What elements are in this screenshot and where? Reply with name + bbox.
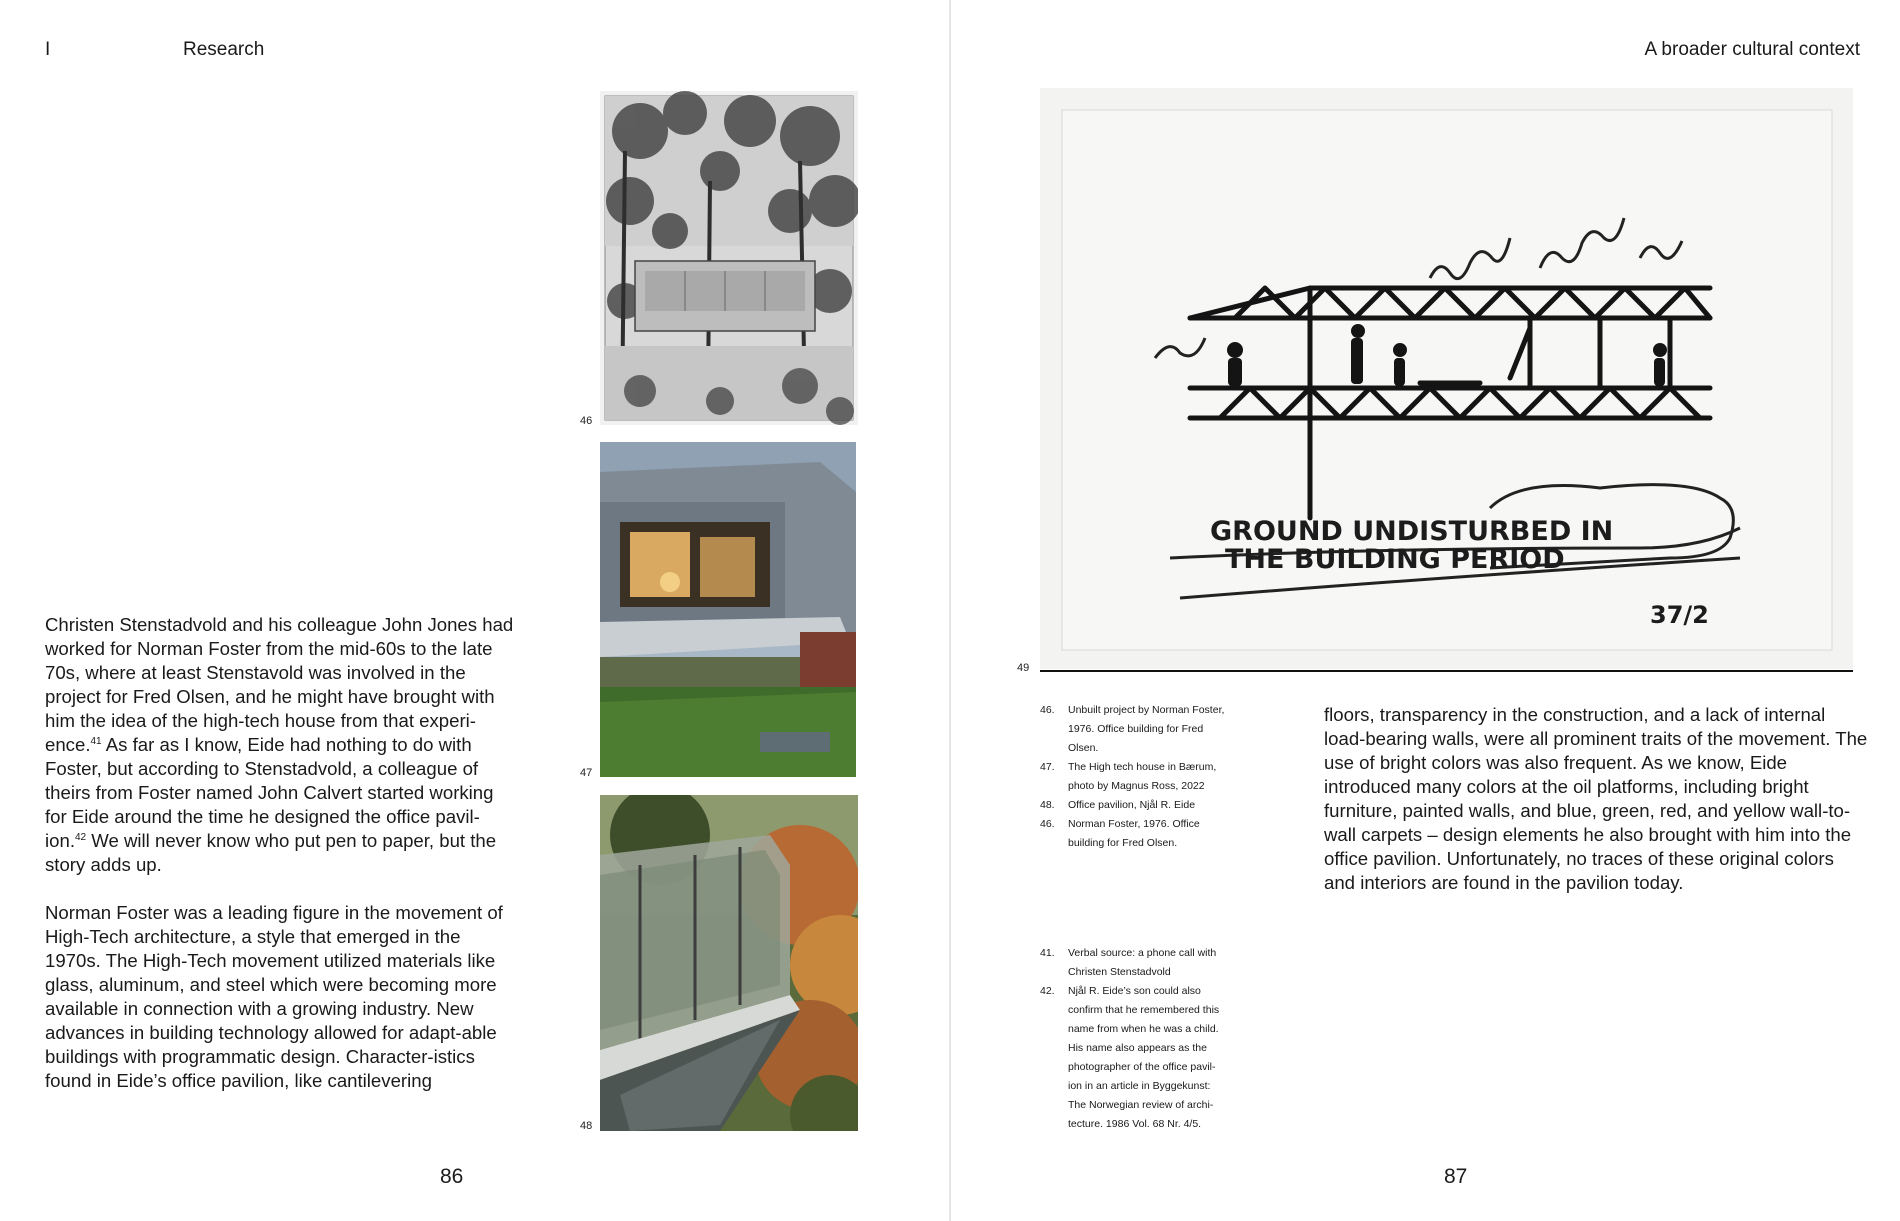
page-number-left: 86 (440, 1165, 464, 1188)
sketch-label-number: 37/2 (1650, 601, 1709, 629)
caption-item: 47. The High tech house in Bærum, photo by Magnus Ross, 2022 (1040, 761, 1217, 792)
foster-sketch-icon (1040, 88, 1853, 669)
footnote-41: 41. Verbal source: a phone call with Christen Stenstadvold (1040, 947, 1217, 978)
forest-house-drawing-icon (600, 91, 858, 425)
paragraph-2: Norman Foster was a leading figure in the movement of High-Tech architecture, a style that emerged in the 1970s. The High-Tech movement utilized materials like glass, aluminum, and steel which were becoming more available in connection with a growing industry. New advances in building technology allowed for adapt-able buildings with programmatic design. Character-istics found in Eide’s office pavilion, like cantilevering (45, 902, 503, 1091)
sketch-label-line2: THE BUILDING PERIOD (1225, 544, 1565, 575)
left-page (0, 0, 949, 1221)
page-number-right: 87 (1444, 1165, 1468, 1188)
figure-number-46: 46 (580, 415, 593, 427)
footnote-ref-42[interactable]: 42 (74, 832, 87, 843)
figure-48 (600, 795, 858, 1131)
caption-rule (1040, 670, 1853, 672)
paragraph-1: Christen Stenstadvold and his colleague John Jones had worked for Norman Foster from the mid-60s to the late 70s, where at least Stenstavold was involved in the project for Fred Olsen, and he might have brought with him the idea of the high-tech house from that experi-ence.$^{41}$ As far as I know, Eide had nothing to do with Foster, but according to Stenstadvold, a colleague of theirs from Foster named John Calvert started working for Eide around the time he designed the office pavil-ion.$^{42}$ We will never know who put pen to paper, but the story adds up. (45, 614, 514, 875)
pavilion-photo-dusk-icon (600, 442, 856, 777)
footnote-42: 42. Njål R. Eide’s son could also confirm that he remembered this name from when he was a child. His name also appears as the photographer of the office pavil-ion in an article in Byggekunst: The Norwegian review of archi-tecture. 1986 Vol. 68 Nr. 4/5. (1040, 985, 1220, 1130)
caption-item: 46. Norman Foster, 1976. Office building for Fred Olsen. (1040, 818, 1200, 849)
footnote-ref-41[interactable]: 41 (90, 736, 102, 747)
running-header-right: A broader cultural context (1644, 39, 1860, 60)
figure-number-47: 47 (580, 767, 593, 779)
pavilion-photo-autumn-icon (600, 795, 858, 1131)
figure-number-48: 48 (580, 1120, 593, 1132)
caption-item: 46. Unbuilt project by Norman Foster, 1976. Office building for Fred Olsen. (1040, 704, 1225, 754)
chapter-marker: I (45, 39, 51, 60)
figure-captions (1040, 701, 1228, 853)
figure-49 (1040, 88, 1853, 669)
left-body-text (45, 613, 515, 1117)
right-page (951, 0, 1900, 1221)
caption-item: 48. Office pavilion, Njål R. Eide (1040, 799, 1196, 811)
figure-47 (600, 442, 856, 777)
figure-46 (600, 91, 858, 425)
figure-number-49: 49 (1017, 662, 1030, 674)
running-header-left: Research (183, 39, 265, 60)
footnotes (1040, 944, 1228, 1134)
sketch-label-line1: GROUND UNDISTURBED IN (1210, 516, 1614, 547)
right-body-text: floors, transparency in the construction, and a lack of internal load-bearing walls, were all prominent traits of the movement. The use of bright colors was also frequent. As we know, Eide introduced many colors at the oil platforms, including bright furniture, painted walls, and blue, green, red, and yellow wall-to-wall carpets – design elements he also brought with him into the office pavilion. Unfortunately, no traces of these original colors and interiors are found in the pavilion today. (1324, 704, 1868, 893)
